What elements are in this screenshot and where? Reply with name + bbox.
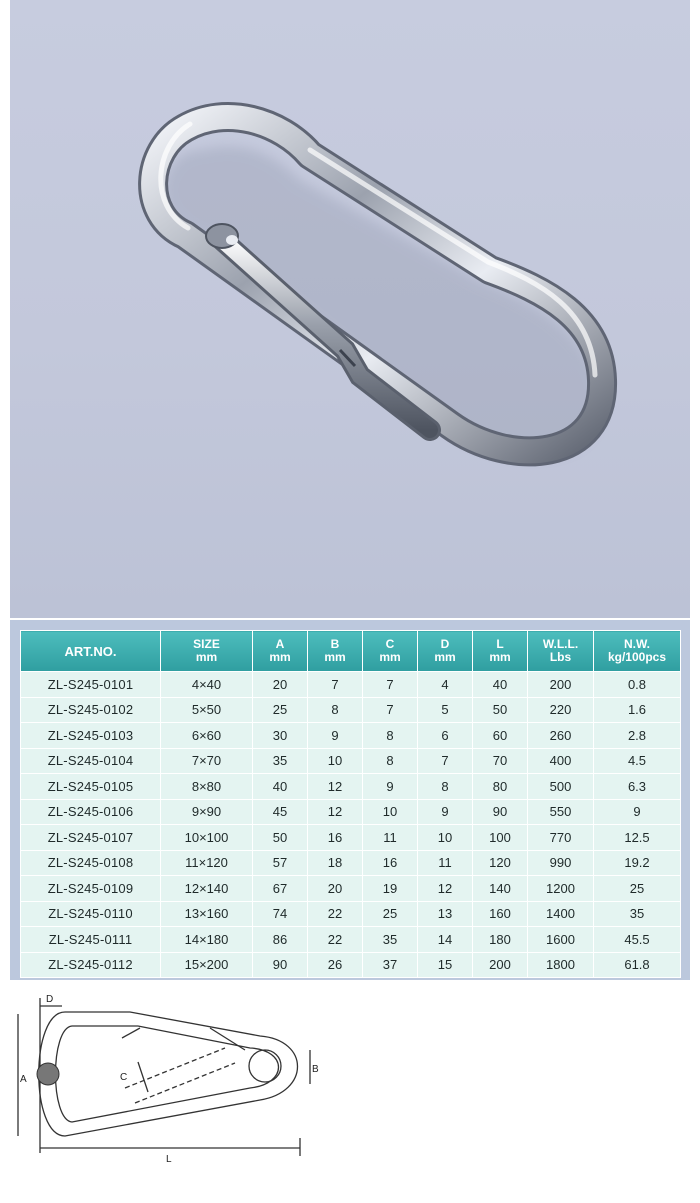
- table-cell: 4: [418, 672, 473, 698]
- dim-label-c: C: [120, 1072, 128, 1083]
- table-cell: 550: [528, 799, 594, 825]
- table-cell: 180: [473, 927, 528, 953]
- table-cell: 9×90: [161, 799, 253, 825]
- table-cell: 13: [418, 901, 473, 927]
- table-cell: 6: [418, 723, 473, 749]
- header-wll: W.L.L. Lbs: [528, 631, 594, 672]
- table-row: [21, 799, 681, 825]
- table-cell: 10: [308, 748, 363, 774]
- table-cell: 37: [363, 952, 418, 978]
- table-cell: 25: [594, 876, 681, 902]
- table-row: [21, 672, 681, 698]
- table-cell: 260: [528, 723, 594, 749]
- specification-table: [20, 630, 681, 978]
- table-cell: 22: [308, 927, 363, 953]
- table-cell: 7: [308, 672, 363, 698]
- cell-art-no: ZL-S245-0108: [21, 850, 161, 876]
- table-cell: 10×100: [161, 825, 253, 851]
- table-cell: 11×120: [161, 850, 253, 876]
- dim-label-a: A: [20, 1074, 27, 1085]
- table-cell: 25: [253, 697, 308, 723]
- table-cell: 40: [473, 672, 528, 698]
- cell-art-no: ZL-S245-0112: [21, 952, 161, 978]
- table-cell: 1200: [528, 876, 594, 902]
- header-d: D mm: [418, 631, 473, 672]
- table-cell: 19: [363, 876, 418, 902]
- table-cell: 9: [363, 774, 418, 800]
- gate-dashed: [125, 1048, 235, 1103]
- table-cell: 11: [418, 850, 473, 876]
- table-cell: 16: [308, 825, 363, 851]
- table-row: [21, 927, 681, 953]
- cell-art-no: ZL-S245-0104: [21, 748, 161, 774]
- cell-art-no: ZL-S245-0101: [21, 672, 161, 698]
- table-cell: 12: [418, 876, 473, 902]
- table-cell: 200: [473, 952, 528, 978]
- table-cell: 70: [473, 748, 528, 774]
- table-cell: 8: [308, 697, 363, 723]
- table-cell: 25: [363, 901, 418, 927]
- table-cell: 14: [418, 927, 473, 953]
- cell-art-no: ZL-S245-0107: [21, 825, 161, 851]
- table-cell: 11: [363, 825, 418, 851]
- table-cell: 30: [253, 723, 308, 749]
- table-cell: 16: [363, 850, 418, 876]
- table-cell: 67: [253, 876, 308, 902]
- dim-label-l: L: [166, 1154, 172, 1165]
- table-cell: 40: [253, 774, 308, 800]
- table-cell: 220: [528, 697, 594, 723]
- table-cell: 200: [528, 672, 594, 698]
- header-size: SIZE mm: [161, 631, 253, 672]
- header-a: A mm: [253, 631, 308, 672]
- header-b: B mm: [308, 631, 363, 672]
- snap-hook-photo: [10, 0, 690, 618]
- table-row: [21, 825, 681, 851]
- table-cell: 1.6: [594, 697, 681, 723]
- dim-label-d: D: [46, 994, 54, 1005]
- table-row: [21, 774, 681, 800]
- table-cell: 8: [363, 723, 418, 749]
- table-cell: 19.2: [594, 850, 681, 876]
- table-cell: 6.3: [594, 774, 681, 800]
- header-nw: N.W. kg/100pcs: [594, 631, 681, 672]
- table-cell: 1600: [528, 927, 594, 953]
- table-cell: 57: [253, 850, 308, 876]
- table-row: [21, 901, 681, 927]
- table-cell: 35: [253, 748, 308, 774]
- table-row: [21, 876, 681, 902]
- table-cell: 14×180: [161, 927, 253, 953]
- table-cell: 8: [418, 774, 473, 800]
- table-cell: 90: [253, 952, 308, 978]
- eye-circle: [249, 1050, 281, 1082]
- table-cell: 45.5: [594, 927, 681, 953]
- table-cell: 1800: [528, 952, 594, 978]
- table-cell: 1400: [528, 901, 594, 927]
- header-art-no: ART.NO.: [21, 631, 161, 672]
- table-cell: 9: [418, 799, 473, 825]
- cell-art-no: ZL-S245-0111: [21, 927, 161, 953]
- table-row: [21, 850, 681, 876]
- table-cell: 160: [473, 901, 528, 927]
- table-row: [21, 952, 681, 978]
- table-cell: 45: [253, 799, 308, 825]
- table-cell: 12.5: [594, 825, 681, 851]
- dim-label-b: B: [312, 1064, 319, 1075]
- table-cell: 9: [594, 799, 681, 825]
- table-cell: 0.8: [594, 672, 681, 698]
- table-cell: 12: [308, 799, 363, 825]
- table-cell: 86: [253, 927, 308, 953]
- cell-art-no: ZL-S245-0102: [21, 697, 161, 723]
- cell-art-no: ZL-S245-0106: [21, 799, 161, 825]
- table-cell: 50: [253, 825, 308, 851]
- hook-inner-outline: [56, 1026, 279, 1122]
- table-cell: 18: [308, 850, 363, 876]
- table-cell: 80: [473, 774, 528, 800]
- table-cell: 12: [308, 774, 363, 800]
- table-cell: 8: [363, 748, 418, 774]
- table-cell: 26: [308, 952, 363, 978]
- table-cell: 90: [473, 799, 528, 825]
- table-cell: 4×40: [161, 672, 253, 698]
- table-cell: 7×70: [161, 748, 253, 774]
- header-c: C mm: [363, 631, 418, 672]
- table-cell: 140: [473, 876, 528, 902]
- table-cell: 50: [473, 697, 528, 723]
- table-row: [21, 748, 681, 774]
- table-cell: 35: [363, 927, 418, 953]
- table-cell: 4.5: [594, 748, 681, 774]
- table-cell: 7: [363, 697, 418, 723]
- table-cell: 990: [528, 850, 594, 876]
- specification-panel: [10, 620, 690, 980]
- table-cell: 20: [253, 672, 308, 698]
- table-cell: 400: [528, 748, 594, 774]
- cell-art-no: ZL-S245-0110: [21, 901, 161, 927]
- table-cell: 22: [308, 901, 363, 927]
- hook-outline: [39, 1012, 298, 1136]
- table-cell: 10: [418, 825, 473, 851]
- table-cell: 10: [363, 799, 418, 825]
- table-cell: 100: [473, 825, 528, 851]
- table-cell: 12×140: [161, 876, 253, 902]
- table-cell: 6×60: [161, 723, 253, 749]
- table-cell: 500: [528, 774, 594, 800]
- header-l: L mm: [473, 631, 528, 672]
- table-cell: 8×80: [161, 774, 253, 800]
- product-photo-panel: [10, 0, 690, 618]
- table-row: [21, 723, 681, 749]
- wire-section-hatched: [37, 1063, 59, 1085]
- table-cell: 9: [308, 723, 363, 749]
- table-cell: 15×200: [161, 952, 253, 978]
- dimension-drawing: [10, 988, 690, 1198]
- table-cell: 13×160: [161, 901, 253, 927]
- table-header-row: [21, 631, 681, 672]
- table-cell: 20: [308, 876, 363, 902]
- cell-art-no: ZL-S245-0105: [21, 774, 161, 800]
- table-cell: 5×50: [161, 697, 253, 723]
- table-row: [21, 697, 681, 723]
- table-cell: 2.8: [594, 723, 681, 749]
- table-cell: 7: [363, 672, 418, 698]
- table-cell: 5: [418, 697, 473, 723]
- table-cell: 15: [418, 952, 473, 978]
- table-cell: 61.8: [594, 952, 681, 978]
- cell-art-no: ZL-S245-0103: [21, 723, 161, 749]
- table-cell: 74: [253, 901, 308, 927]
- table-cell: 7: [418, 748, 473, 774]
- dimension-diagram: [10, 988, 690, 1198]
- table-cell: 35: [594, 901, 681, 927]
- table-cell: 770: [528, 825, 594, 851]
- cell-art-no: ZL-S245-0109: [21, 876, 161, 902]
- table-cell: 120: [473, 850, 528, 876]
- table-cell: 60: [473, 723, 528, 749]
